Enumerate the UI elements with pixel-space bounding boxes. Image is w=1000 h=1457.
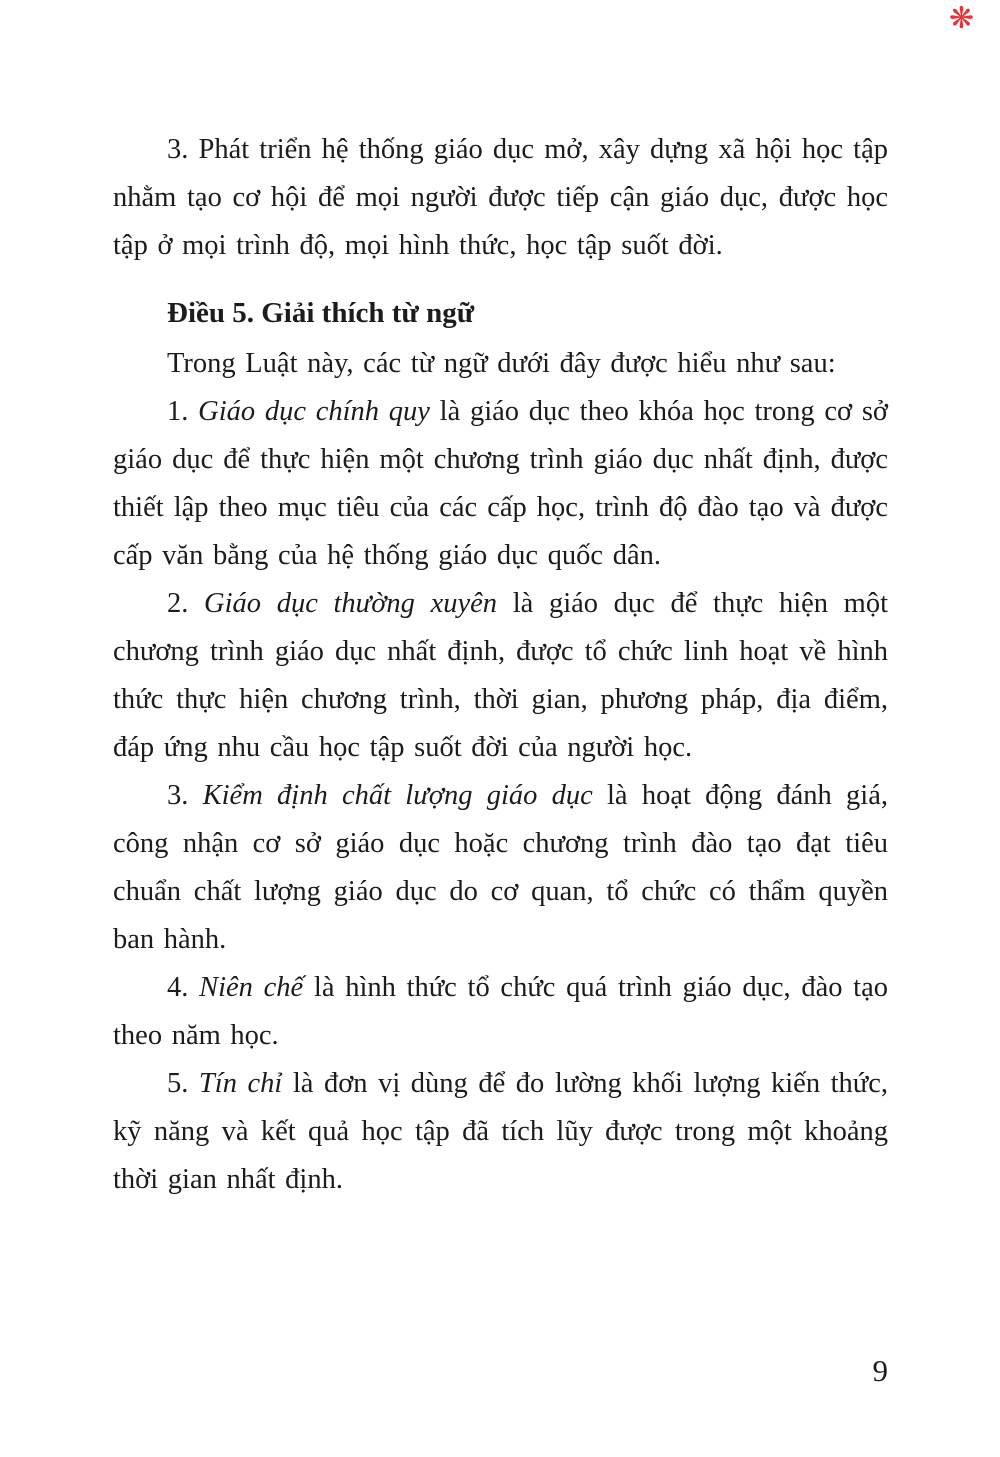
term-definition: là giáo dục để thực hiện một chương trình giáo dục nhất định, được tổ chức linh hoạt về hình thức thực hiện chương trình, thời gian, phương pháp, địa điểm, đáp ứng nhu cầu học tập suốt đời của người học. — [113, 588, 889, 763]
term-number: 3. — [167, 780, 189, 811]
term-definition: là giáo dục theo khóa học trong cơ sở giáo dục để thực hiện một chương trình giáo dục nhất định, được thiết lập theo mục tiêu của các cấp học, trình độ đào tạo và được cấp văn bằng của hệ thống giáo dục quốc dân. — [113, 396, 888, 571]
page-body — [113, 126, 888, 1204]
term-name: Tín chỉ — [198, 1068, 283, 1099]
term-definition: là đơn vị dùng để đo lường khối lượng kiến thức, kỹ năng và kết quả học tập đã tích lũy được trong một khoảng thời gian nhất định. — [113, 1068, 888, 1195]
paragraph-term-5 — [113, 1060, 888, 1204]
term-name: Kiểm định chất lượng giáo dục — [202, 780, 593, 811]
term-definition: là hoạt động đánh giá, công nhận cơ sở giáo dục hoặc chương trình đào tạo đạt tiêu chuẩn chất lượng giáo dục do cơ quan, tổ chức có thẩm quyền ban hành. — [113, 780, 888, 955]
article-heading: Điều 5. Giải thích từ ngữ — [167, 297, 475, 329]
term-number: 4. — [167, 972, 189, 1003]
term-number: 5. — [167, 1068, 189, 1099]
term-number: 1. — [167, 396, 189, 427]
paragraph-intro: Trong Luật này, các từ ngữ dưới đây được hiểu như sau: — [167, 348, 836, 379]
term-name: Giáo dục chính quy — [198, 396, 430, 427]
paragraph-term-4 — [113, 964, 888, 1060]
paragraph-term-2 — [113, 580, 888, 772]
term-number: 2. — [167, 588, 189, 619]
page-number: 9 — [872, 1353, 888, 1388]
flower-asterisk-icon: ❋ — [948, 1, 974, 36]
term-name: Giáo dục thường xuyên — [204, 588, 498, 619]
paragraph-term-3 — [113, 772, 888, 964]
term-name: Niên chế — [199, 972, 304, 1003]
paragraph-clause-3: 3. Phát triển hệ thống giáo dục mở, xây dựng xã hội học tập nhằm tạo cơ hội để mọi người được tiếp cận giáo dục, được học tập ở mọi trình độ, mọi hình thức, học tập suốt đời. — [113, 134, 888, 261]
term-definition: là hình thức tổ chức quá trình giáo dục, đào tạo theo năm học. — [113, 972, 888, 1051]
paragraph-term-1 — [113, 388, 888, 580]
